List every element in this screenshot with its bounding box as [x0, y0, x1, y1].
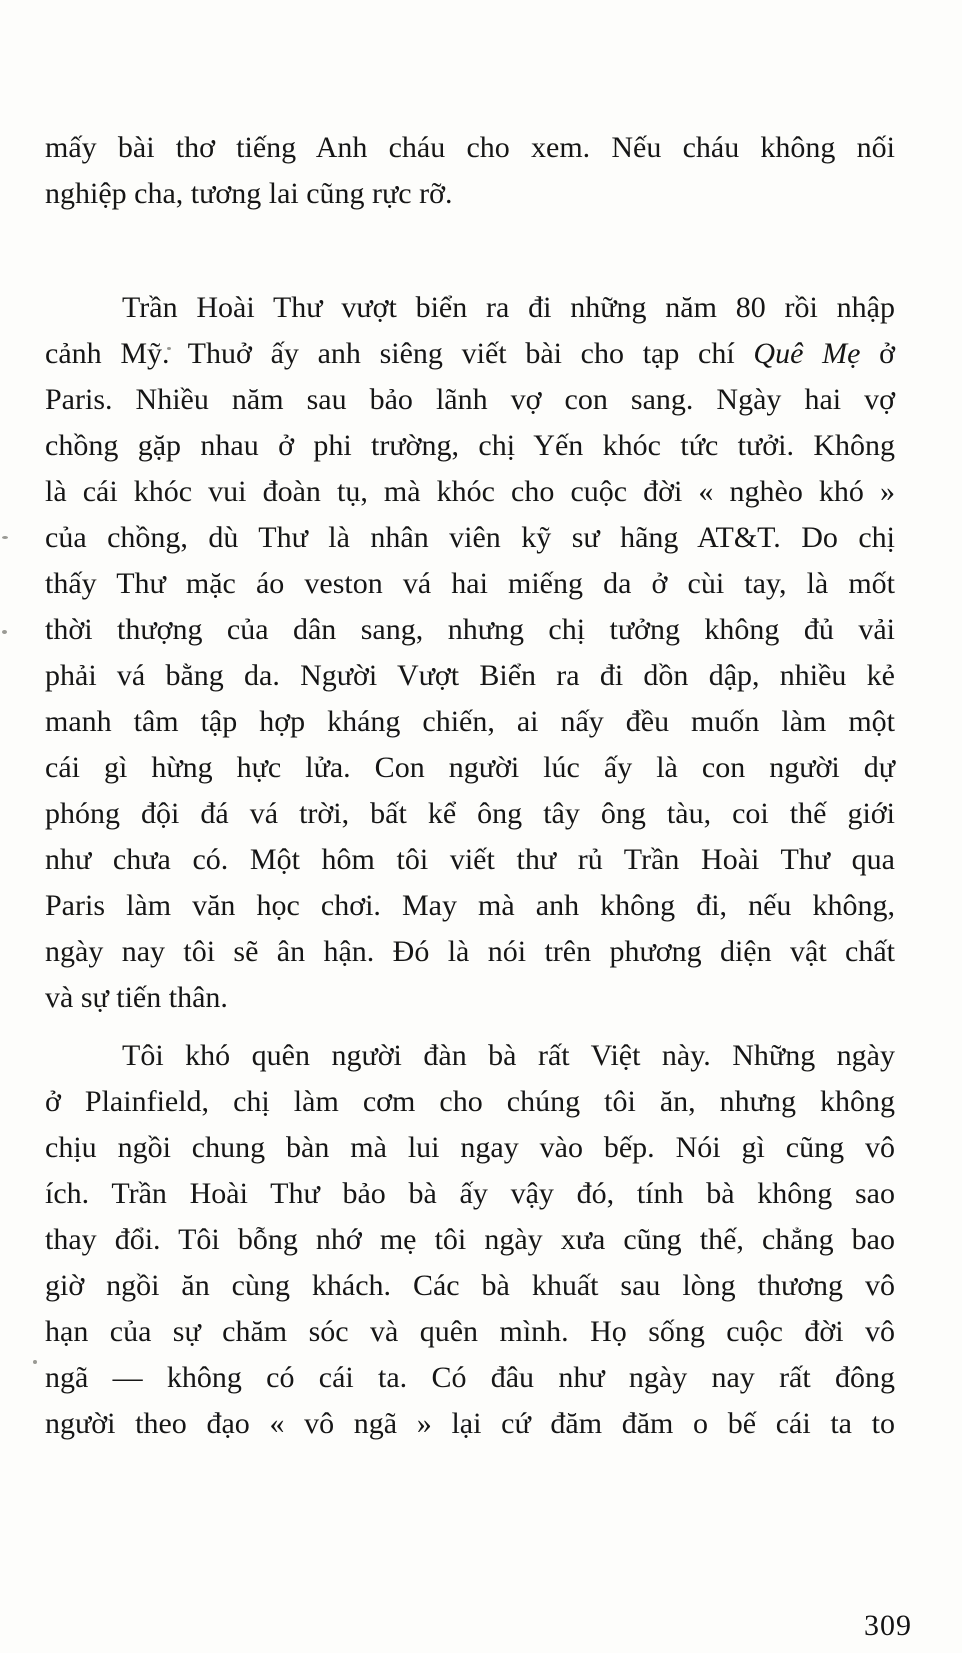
text-segment: thời thượng của dân sang, nhưng chị tưởng không đủ vải [45, 613, 895, 646]
text-segment: ích. Trần Hoài Thư bảo bà ấy vậy đó, tính bà không sao [45, 1177, 895, 1210]
text-segment: phải vá bằng da. Người Vượt Biển ra đi dồn dập, nhiều kẻ [45, 659, 895, 692]
text-line [45, 745, 895, 791]
text-segment: nghiệp cha, tương lai cũng rực rỡ. [45, 177, 453, 210]
text-segment: mấy bài thơ tiếng Anh cháu cho xem. Nếu cháu không nối [45, 131, 895, 164]
text-line [45, 423, 895, 469]
text-line [45, 377, 895, 423]
text-segment: cảnh Mỹ. Thuở ấy anh siêng viết bài cho tạp chí [45, 337, 754, 370]
text-segment: thấy Thư mặc áo veston vá hai miếng da ở cùi tay, là mốt [45, 567, 895, 600]
text-line [45, 929, 895, 975]
page-text [45, 125, 895, 1447]
text-line [45, 883, 895, 929]
text-line [45, 1125, 895, 1171]
paragraph [45, 125, 895, 217]
text-line [45, 1033, 895, 1079]
text-line [45, 285, 895, 331]
text-segment: giờ ngồi ăn cùng khách. Các bà khuất sau lòng thương vô [45, 1269, 895, 1302]
text-line [45, 837, 895, 883]
text-line [45, 515, 895, 561]
text-line [45, 975, 895, 1021]
text-line [45, 1079, 895, 1125]
text-segment: và sự tiến thân. [45, 981, 228, 1014]
text-line [45, 1401, 895, 1447]
text-segment: cái gì hừng hực lửa. Con người lúc ấy là con người dự [45, 751, 895, 784]
text-segment: Trần Hoài Thư vượt biển ra đi những năm 80 rồi nhập [122, 291, 895, 324]
text-line [45, 607, 895, 653]
scan-speck [33, 1360, 37, 1364]
paragraph [45, 285, 895, 1021]
text-line [45, 171, 895, 217]
text-line [45, 1263, 895, 1309]
text-segment: Paris làm văn học chơi. May mà anh không đi, nếu không, [45, 889, 895, 922]
text-line [45, 1171, 895, 1217]
text-line [45, 1309, 895, 1355]
text-segment: ở [860, 337, 895, 370]
scan-speck [2, 630, 7, 634]
text-segment: Paris. Nhiều năm sau bảo lãnh vợ con sang. Ngày hai vợ [45, 383, 895, 416]
text-line [45, 331, 895, 377]
text-line [45, 653, 895, 699]
text-segment: ở Plainfield, chị làm cơm cho chúng tôi ăn, nhưng không [45, 1085, 895, 1118]
text-segment: người theo đạo « vô ngã » lại cứ đăm đăm o bế cái ta to [45, 1407, 895, 1440]
text-segment: của chồng, dù Thư là nhân viên kỹ sư hãng AT&T. Do chị [45, 521, 895, 554]
text-segment: phóng đội đá vá trời, bất kể ông tây ông tàu, coi thế giới [45, 797, 895, 830]
text-line [45, 1217, 895, 1263]
italic-text-segment: Quê Mẹ [753, 337, 861, 370]
text-line [45, 791, 895, 837]
text-segment: manh tâm tập hợp kháng chiến, ai nấy đều muốn làm một [45, 705, 895, 738]
text-line [45, 125, 895, 171]
text-segment: hạn của sự chăm sóc và quên mình. Họ sống cuộc đời vô [45, 1315, 895, 1348]
text-segment: là cái khóc vui đoàn tụ, mà khóc cho cuộc đời « nghèo khó » [45, 475, 895, 508]
text-line [45, 1355, 895, 1401]
text-segment: thay đổi. Tôi bỗng nhớ mẹ tôi ngày xưa cũng thế, chẳng bao [45, 1223, 895, 1256]
paragraph [45, 1033, 895, 1447]
text-segment: như chưa có. Một hôm tôi viết thư rủ Trần Hoài Thư qua [45, 843, 895, 876]
text-segment: chồng gặp nhau ở phi trường, chị Yến khóc tức tưởi. Không [45, 429, 895, 462]
page-number: 309 [864, 1609, 912, 1642]
text-segment: ngã — không có cái ta. Có đâu như ngày nay rất đông [45, 1361, 895, 1394]
text-segment: chịu ngồi chung bàn mà lui ngay vào bếp. Nói gì cũng vô [45, 1131, 895, 1164]
text-line [45, 561, 895, 607]
scan-speck [2, 536, 8, 539]
text-segment: ngày nay tôi sẽ ân hận. Đó là nói trên phương diện vật chất [45, 935, 895, 968]
text-segment: Tôi khó quên người đàn bà rất Việt này. Những ngày [122, 1039, 895, 1072]
text-line [45, 699, 895, 745]
text-line [45, 469, 895, 515]
